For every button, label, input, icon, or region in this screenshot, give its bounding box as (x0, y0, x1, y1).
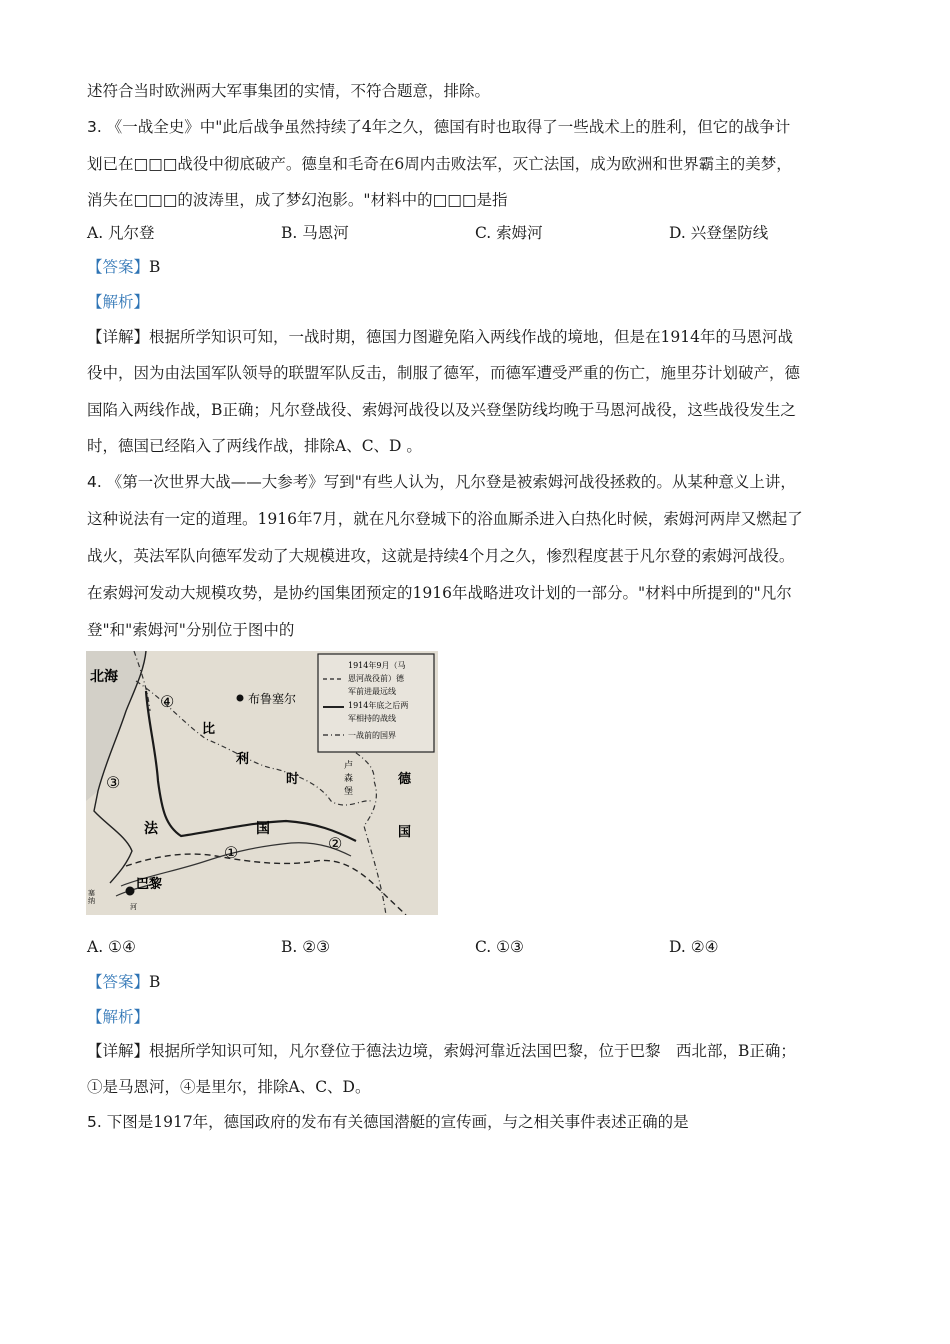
q3-stem-text-1: 《一战全史》中"此后战争虽然持续了4年之久，德国有时也取得了一些战术上的胜利，但它的战争计 (106, 118, 791, 136)
q4-stem-text-1: 《第一次世界大战——大参考》写到"有些人认为，凡尔登是被索姆河战役拯救的。从某种意义上讲， (106, 473, 796, 491)
q4-stem-line-2: 这种说法有一定的道理。1916年7月，就在凡尔登城下的浴血厮杀进入白热化时候，索姆河两岸又燃起了 (87, 510, 803, 528)
map-label-germany-1: 德 (398, 772, 412, 787)
q4-answer (87, 972, 160, 992)
q3-analysis-tag: 【解析】 (87, 293, 150, 311)
q4-stem-line-3: 战火，英法军队向德军发动了大规模进攻，这就是持续4个月之久，惨烈程度甚于凡尔登的索姆河战役。 (87, 547, 795, 565)
q3-stem-line-3: 消失在□□□的波涛里，成了梦幻泡影。"材料中的□□□是指 (87, 191, 508, 209)
map-label-seine-1: 塞 (88, 889, 95, 897)
q3-detail-line-2: 役中，因为由法国军队领导的联盟军队反击，制服了德军，而德军遭受严重的伤亡，施里芬计划破产，德 (87, 364, 801, 382)
legend-line-1: 1914年9月（马 (348, 661, 406, 670)
q3-option-b: B. 马恩河 (281, 224, 349, 242)
map-label-luxembourg-3: 堡 (344, 787, 354, 797)
q3-detail-line-1 (87, 327, 793, 347)
q4-stem-line-4: 在索姆河发动大规模攻势，是协约国集团预定的1916年战略进攻计划的一部分。"材料中所提到的"凡尔 (87, 584, 792, 602)
q3-detail-line-3: 国陷入两线作战，B正确；凡尔登战役、索姆河战役以及兴登堡防线均晚于马恩河战役，这些战役发生之 (87, 401, 796, 419)
q2-tail-text: 述符合当时欧洲两大军事集团的实情，不符合题意，排除。 (87, 82, 491, 100)
q3-number: 3. (87, 118, 102, 136)
map-label-north: 北海 (90, 669, 118, 685)
q3-answer (87, 257, 160, 277)
q3-stem-line-1 (87, 117, 790, 137)
brussels-dot (237, 695, 244, 702)
map-label-belgium-1: 比 (202, 722, 216, 737)
q4-analysis-tag: 【解析】 (87, 1008, 150, 1026)
map-label-luxembourg-2: 森 (344, 774, 354, 784)
map-label-belgium-3: 时 (286, 772, 300, 787)
map-label-seine-2: 纳 (88, 897, 95, 905)
legend-line-3: 军前进最远线 (348, 687, 396, 696)
q3-option-d: D. 兴登堡防线 (669, 224, 769, 242)
map-label-paris: 巴黎 (136, 877, 163, 892)
q3-option-c: C. 索姆河 (475, 224, 543, 242)
map-marker-2: ② (328, 834, 343, 853)
map-label-luxembourg-1: 卢 (344, 761, 354, 771)
q4-option-a: A. ①④ (87, 938, 136, 956)
western-front-map (86, 651, 438, 915)
map-marker-3: ③ (106, 773, 121, 792)
q3-answer-tag: 【答案】 (87, 258, 150, 276)
map-marker-1: ① (224, 843, 239, 862)
q4-option-b: B. ②③ (281, 938, 331, 956)
q4-detail-text-1: 根据所学知识可知，凡尔登位于德法边境，索姆河靠近法国巴黎，位于巴黎 西北部，B正确； (149, 1042, 796, 1060)
legend-line-6: 一战前的国界 (348, 731, 396, 740)
legend-line-4: 1914年底之后两 (348, 701, 409, 710)
map-label-brussels: 布鲁塞尔 (248, 692, 297, 706)
q4-stem-line-1 (87, 472, 796, 492)
map-label-belgium-2: 利 (236, 752, 250, 767)
q3-analysis (87, 292, 149, 312)
q3-detail-tag: 【详解】 (87, 328, 150, 346)
q3-stem-line-2: 划已在□□□战役中彻底破产。德皇和毛奇在6周内击败法军，灭亡法国，成为欧洲和世界霸主的美梦， (87, 155, 792, 173)
map-label-germany-2: 国 (398, 825, 412, 840)
q4-option-c: C. ①③ (475, 938, 524, 956)
q3-detail-text-1: 根据所学知识可知，一战时期，德国力图避免陷入两线作战的境地，但是在1914年的马恩河战 (149, 328, 793, 346)
map-label-france-1: 法 (144, 821, 158, 837)
map-label-seine-3: 河 (130, 903, 137, 911)
q5-stem-line (87, 1112, 689, 1132)
q4-answer-value: B (149, 973, 161, 991)
legend-line-5: 军相持的战线 (348, 714, 396, 723)
q4-stem-line-5: 登"和"索姆河"分别位于图中的 (87, 621, 295, 639)
q5-stem-text: 下图是1917年，德国政府的发布有关德国潜艇的宣传画，与之相关事件表述正确的是 (106, 1113, 689, 1131)
map-label-france-2: 国 (256, 821, 270, 837)
legend-line-2: 恩河战役前）德 (348, 674, 404, 683)
q3-option-a: A. 凡尔登 (87, 224, 155, 242)
q4-answer-tag: 【答案】 (87, 973, 150, 991)
q4-analysis (87, 1007, 149, 1027)
q4-option-d: D. ②④ (669, 938, 719, 956)
q3-answer-value: B (149, 258, 161, 276)
paris-dot (126, 887, 135, 896)
q4-number: 4. (87, 473, 102, 491)
q3-detail-line-4: 时，德国已经陷入了两线作战，排除A、C、D 。 (87, 437, 422, 455)
map-marker-4: ④ (160, 692, 175, 711)
q4-detail-tag: 【详解】 (87, 1042, 150, 1060)
q5-number: 5. (87, 1113, 102, 1131)
q4-detail-line-2: ①是马恩河，④是里尔，排除A、C、D。 (87, 1078, 371, 1096)
q4-detail-line-1 (87, 1041, 796, 1061)
